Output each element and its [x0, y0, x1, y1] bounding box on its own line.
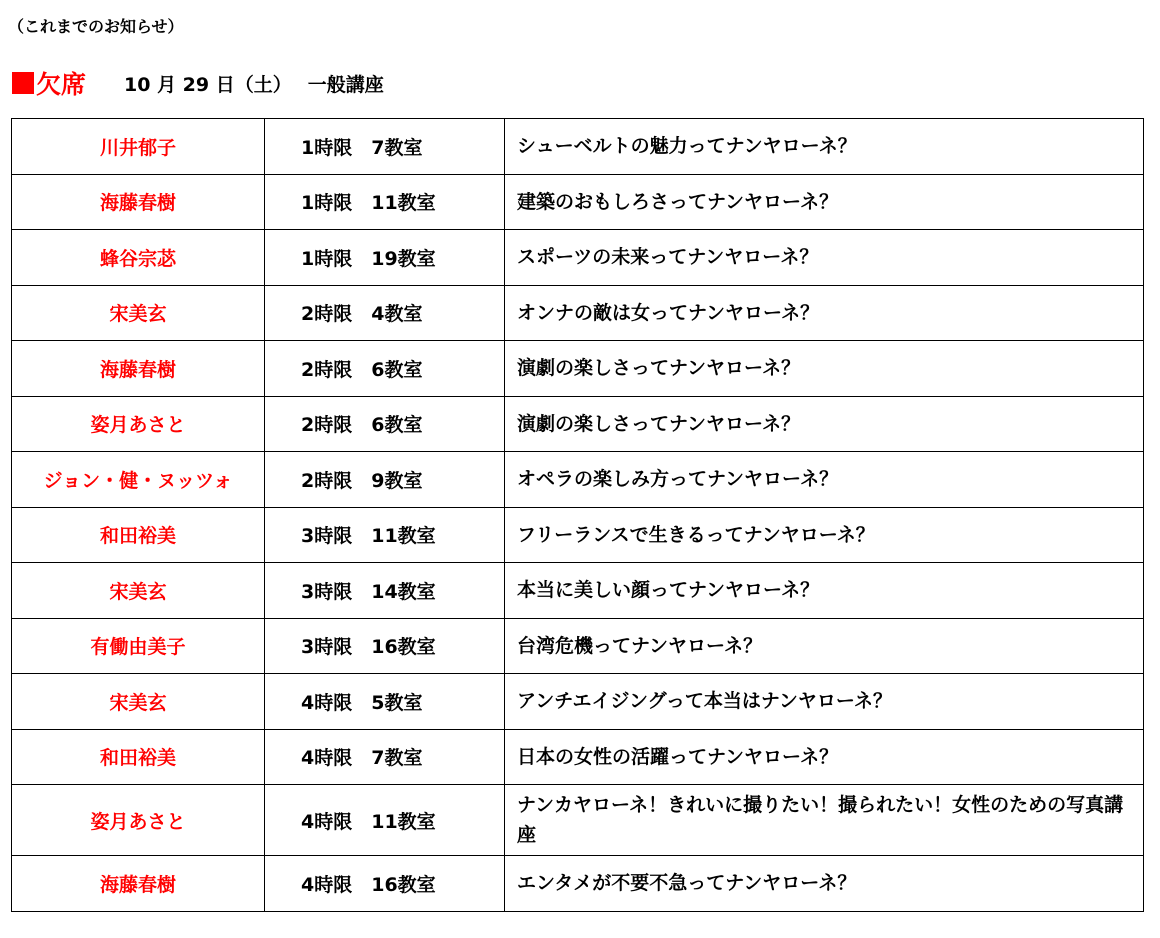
period-room: 2時限 6教室 [265, 341, 505, 397]
lecturer-name: 川井郁子 [12, 119, 265, 175]
lecturer-name: 海藤春樹 [12, 341, 265, 397]
notice-header: （これまでのお知らせ） [8, 17, 184, 36]
lecturer-name: 姿月あさと [12, 396, 265, 452]
period-room: 3時限 14教室 [265, 563, 505, 619]
section-heading [12, 66, 384, 100]
period-room: 2時限 9教室 [265, 452, 505, 508]
lecturer-name: 和田裕美 [12, 729, 265, 785]
table-row [12, 563, 1144, 619]
lecturer-name: 宋美玄 [12, 563, 265, 619]
lecturer-name: 蜂谷宗苾 [12, 230, 265, 286]
section-date: 10 月 29 日（土） [124, 73, 292, 96]
period-room: 4時限 16教室 [265, 856, 505, 912]
lecturer-name: ジョン・健・ヌッツォ [12, 452, 265, 508]
table-row [12, 729, 1144, 785]
lecturer-name: 有働由美子 [12, 618, 265, 674]
lecture-title: ナンカヤローネ！きれいに撮りたい！撮られたい！女性のための写真講座 [505, 785, 1144, 856]
period-room: 3時限 16教室 [265, 618, 505, 674]
table-row [12, 119, 1144, 175]
table-row [12, 341, 1144, 397]
lecture-title: シューベルトの魅力ってナンヤローネ？ [505, 119, 1144, 175]
table-row [12, 507, 1144, 563]
lecture-title: 建築のおもしろさってナンヤローネ？ [505, 174, 1144, 230]
lecture-title: 演劇の楽しさってナンヤローネ？ [505, 341, 1144, 397]
lecture-title: 演劇の楽しさってナンヤローネ？ [505, 396, 1144, 452]
table-row [12, 674, 1144, 730]
lecture-title: 本当に美しい顔ってナンヤローネ？ [505, 563, 1144, 619]
period-room: 3時限 11教室 [265, 507, 505, 563]
section-label: 欠席 [36, 70, 87, 99]
table-row [12, 785, 1144, 856]
lecturer-name: 海藤春樹 [12, 856, 265, 912]
lecture-title: 日本の女性の活躍ってナンヤローネ？ [505, 729, 1144, 785]
table-row [12, 285, 1144, 341]
lecture-title: スポーツの未来ってナンヤローネ？ [505, 230, 1144, 286]
period-room: 4時限 5教室 [265, 674, 505, 730]
lecture-title: オペラの楽しみ方ってナンヤローネ？ [505, 452, 1144, 508]
table-row [12, 230, 1144, 286]
lecture-title: アンチエイジングって本当はナンヤローネ？ [505, 674, 1144, 730]
period-room: 1時限 11教室 [265, 174, 505, 230]
table-row [12, 452, 1144, 508]
lecture-title: フリーランスで生きるってナンヤローネ？ [505, 507, 1144, 563]
lecture-title: オンナの敵は女ってナンヤローネ？ [505, 285, 1144, 341]
lecturer-name: 姿月あさと [12, 785, 265, 856]
table-row [12, 856, 1144, 912]
lecturer-name: 宋美玄 [12, 285, 265, 341]
period-room: 2時限 6教室 [265, 396, 505, 452]
red-square-icon [12, 72, 34, 94]
period-room: 4時限 7教室 [265, 729, 505, 785]
table-row [12, 174, 1144, 230]
period-room: 1時限 19教室 [265, 230, 505, 286]
period-room: 1時限 7教室 [265, 119, 505, 175]
table-row [12, 618, 1144, 674]
table-row [12, 396, 1144, 452]
lecturer-name: 海藤春樹 [12, 174, 265, 230]
lecturer-name: 宋美玄 [12, 674, 265, 730]
period-room: 4時限 11教室 [265, 785, 505, 856]
section-course: 一般講座 [307, 73, 384, 96]
period-room: 2時限 4教室 [265, 285, 505, 341]
lecture-title: 台湾危機ってナンヤローネ？ [505, 618, 1144, 674]
lecturer-name: 和田裕美 [12, 507, 265, 563]
lecture-title: エンタメが不要不急ってナンヤローネ？ [505, 856, 1144, 912]
absence-table [11, 118, 1144, 912]
